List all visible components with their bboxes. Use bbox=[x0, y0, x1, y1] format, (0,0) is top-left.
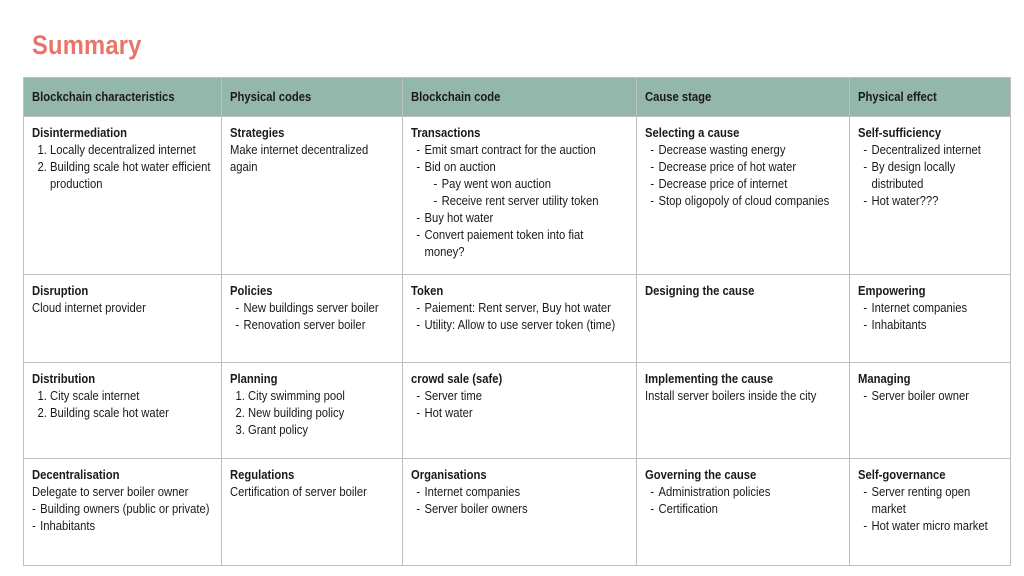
table-cell bbox=[850, 117, 1011, 275]
cell-title: Regulations bbox=[230, 468, 295, 482]
table-cell bbox=[222, 275, 403, 363]
cell-title: Governing the cause bbox=[645, 468, 757, 482]
list-item: - Building owners (public or private) bbox=[32, 501, 211, 518]
cell-text: Make internet decentralized again bbox=[230, 143, 369, 174]
list-item bbox=[416, 159, 625, 210]
table-row bbox=[24, 275, 1011, 363]
cell-title: Transactions bbox=[411, 126, 481, 140]
list-item: - Internet companies bbox=[416, 484, 625, 501]
cell-title: Decentralisation bbox=[32, 468, 120, 482]
table-cell bbox=[222, 117, 403, 275]
cell-title: Organisations bbox=[411, 468, 487, 482]
numbered-list bbox=[32, 142, 211, 193]
list-item: 1. Locally decentralized internet bbox=[50, 142, 211, 159]
list-item: 3. Grant policy bbox=[248, 422, 392, 439]
table-row bbox=[24, 459, 1011, 566]
list-item: - Server time bbox=[416, 388, 625, 405]
list-item: - Inhabitants bbox=[32, 518, 211, 535]
bullet-list bbox=[411, 300, 626, 334]
cell-title: Strategies bbox=[230, 126, 285, 140]
table-cell bbox=[24, 117, 222, 275]
cell-text: Delegate to server boiler owner bbox=[32, 485, 189, 499]
list-item: 2. New building policy bbox=[248, 405, 392, 422]
table-cell bbox=[403, 275, 637, 363]
cell-title: crowd sale (safe) bbox=[411, 372, 503, 386]
numbered-list bbox=[32, 388, 211, 422]
list-item: - Internet companies bbox=[863, 300, 1000, 317]
list-item: - Receive rent server utility token bbox=[434, 193, 626, 210]
list-item: - Convert paiement token into fiat money? bbox=[416, 227, 625, 261]
cell-title: Planning bbox=[230, 372, 278, 386]
table-cell bbox=[403, 363, 637, 459]
table-cell bbox=[850, 363, 1011, 459]
cell-title: Disintermediation bbox=[32, 126, 128, 140]
list-item: - Inhabitants bbox=[863, 317, 1000, 334]
bullet-list bbox=[858, 484, 1001, 535]
list-item: - Utility: Allow to use server token (time) bbox=[416, 317, 625, 334]
table-cell bbox=[222, 459, 403, 566]
bullet-list bbox=[645, 484, 839, 518]
cell-title: Self-sufficiency bbox=[858, 126, 942, 140]
cell-title: Distribution bbox=[32, 372, 96, 386]
table-cell bbox=[850, 275, 1011, 363]
header-cell: Physical effect bbox=[850, 78, 1011, 117]
bullet-list bbox=[32, 501, 211, 535]
cell-title: Designing the cause bbox=[645, 284, 755, 298]
table-row bbox=[24, 117, 1011, 275]
table-cell bbox=[637, 275, 850, 363]
table-cell bbox=[24, 459, 222, 566]
cell-title: Disruption bbox=[32, 284, 89, 298]
cell-title: Policies bbox=[230, 284, 273, 298]
bullet-list bbox=[230, 300, 392, 334]
cell-text: Certification of server boiler bbox=[230, 485, 367, 499]
list-item: - Certification bbox=[650, 501, 839, 518]
table-cell bbox=[850, 459, 1011, 566]
header-cell: Physical codes bbox=[222, 78, 403, 117]
list-item: - Emit smart contract for the auction bbox=[416, 142, 625, 159]
header-cell: Blockchain code bbox=[403, 78, 637, 117]
list-item: - Decentralized internet bbox=[863, 142, 1000, 159]
bullet-list bbox=[411, 142, 626, 261]
list-item: 2. Building scale hot water bbox=[50, 405, 211, 422]
list-item: - Stop oligopoly of cloud companies bbox=[650, 193, 839, 210]
list-item: - Administration policies bbox=[650, 484, 839, 501]
bullet-list bbox=[858, 300, 1001, 334]
header-cell: Cause stage bbox=[637, 78, 850, 117]
list-item: - Hot water bbox=[416, 405, 625, 422]
cell-title: Self-governance bbox=[858, 468, 946, 482]
bullet-list bbox=[858, 388, 1001, 405]
cell-title: Managing bbox=[858, 372, 911, 386]
table-cell bbox=[637, 117, 850, 275]
cell-title: Selecting a cause bbox=[645, 126, 740, 140]
list-item: - Server boiler owners bbox=[416, 501, 625, 518]
cell-title: Implementing the cause bbox=[645, 372, 774, 386]
list-item: 1. City scale internet bbox=[50, 388, 211, 405]
list-item: - Server boiler owner bbox=[863, 388, 1000, 405]
cell-text: Cloud internet provider bbox=[32, 301, 146, 315]
list-item: - Buy hot water bbox=[416, 210, 625, 227]
summary-table bbox=[23, 77, 1011, 566]
table-cell bbox=[222, 363, 403, 459]
table-row bbox=[24, 363, 1011, 459]
page-title: Summary bbox=[32, 30, 142, 60]
bullet-list bbox=[858, 142, 1001, 210]
list-item-text: Bid on auction bbox=[424, 160, 496, 174]
list-item: - Hot water??? bbox=[863, 193, 1000, 210]
table-cell bbox=[637, 459, 850, 566]
cell-title: Empowering bbox=[858, 284, 926, 298]
list-item: - New buildings server boiler bbox=[235, 300, 392, 317]
header-row bbox=[24, 78, 1011, 117]
bullet-list bbox=[411, 484, 626, 518]
table-cell bbox=[637, 363, 850, 459]
list-item: - By design locally distributed bbox=[863, 159, 1000, 193]
sub-bullet-list bbox=[425, 176, 626, 210]
list-item: - Renovation server boiler bbox=[235, 317, 392, 334]
list-item: - Decrease wasting energy bbox=[650, 142, 839, 159]
cell-text: Install server boilers inside the city bbox=[645, 389, 817, 403]
list-item: - Server renting open market bbox=[863, 484, 1000, 518]
list-item: 2. Building scale hot water efficient production bbox=[50, 159, 211, 193]
header-cell: Blockchain characteristics bbox=[24, 78, 222, 117]
numbered-list bbox=[230, 388, 392, 439]
table-cell bbox=[403, 117, 637, 275]
list-item: - Decrease price of hot water bbox=[650, 159, 839, 176]
table-cell bbox=[24, 363, 222, 459]
list-item: - Hot water micro market bbox=[863, 518, 1000, 535]
cell-title: Token bbox=[411, 284, 444, 298]
table-cell bbox=[403, 459, 637, 566]
table-cell bbox=[24, 275, 222, 363]
bullet-list bbox=[411, 388, 626, 422]
list-item: - Decrease price of internet bbox=[650, 176, 839, 193]
list-item: 1. City swimming pool bbox=[248, 388, 392, 405]
bullet-list bbox=[645, 142, 839, 210]
list-item: - Pay went won auction bbox=[434, 176, 626, 193]
list-item: - Paiement: Rent server, Buy hot water bbox=[416, 300, 625, 317]
